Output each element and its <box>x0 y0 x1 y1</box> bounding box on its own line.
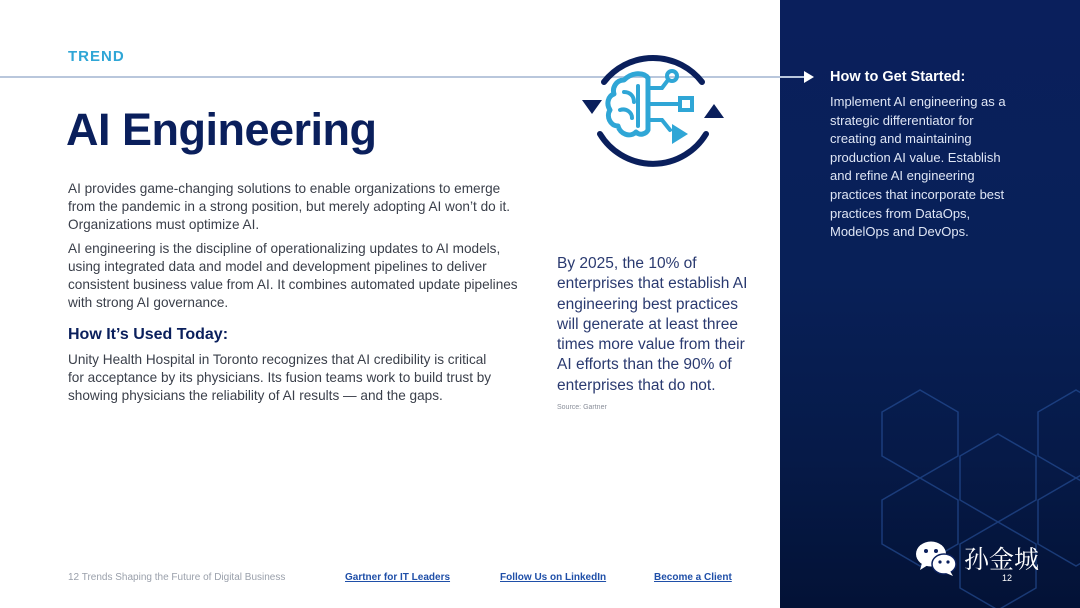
footer-link-gartner-it-leaders[interactable]: Gartner for IT Leaders <box>345 572 451 583</box>
watermark <box>914 538 1039 578</box>
intro-paragraph: AI engineering is the discipline of operationalizing updates to AI models, using integrated data and model and development pipelines to deliver consistent business value from AI. It combines automated update pipelines with strong AI governance. <box>68 241 518 310</box>
how-used-heading: How It’s Used Today: <box>68 326 229 343</box>
arrow-right-icon <box>804 71 814 83</box>
wechat-icon <box>914 538 958 578</box>
watermark-text: 孙金城 <box>964 545 1040 574</box>
brain-circuit-cycle-icon <box>576 42 730 176</box>
how-to-start-text: Implement AI engineering as a strategic differentiator for creating and maintaining production AI value. Establish and refine AI engineering practices that incorporate best practices from DataOps, ModelOps and DevOps. <box>830 94 1006 240</box>
hexagon-shape <box>1038 478 1080 566</box>
footer-link-become-client[interactable]: Become a Client <box>654 572 732 583</box>
trend-label: TREND <box>68 48 125 65</box>
intro-paragraph: AI provides game-changing solutions to enable organizations to emerge from the pandemic in a strong position, but merely adopting AI won’t do it. Organizations must optimize AI. <box>68 181 511 232</box>
page-title: AI Engineering <box>66 104 377 155</box>
how-to-start-heading: How to Get Started: <box>830 69 966 85</box>
hexagon-shape <box>882 390 958 478</box>
how-used-text: Unity Health Hospital in Toronto recognizes that AI credibility is critical for acceptance by its physicians. Its fusion teams work to build trust by showing physicians the reliability of AI results — and the gaps. <box>68 352 492 403</box>
page-number: 12 <box>1002 573 1013 583</box>
stat-source: Source: Gartner <box>557 404 607 411</box>
hexagon-shape <box>1038 390 1080 478</box>
hexagon-shape <box>960 434 1036 522</box>
stat-callout: By 2025, the 10% of enterprises that establish AI engineering best practices will generate at least three times more value from their AI efforts than the 90% of enterprises that do not. <box>557 255 748 394</box>
sidebar-panel <box>780 0 1080 608</box>
footer-link-linkedin[interactable]: Follow Us on LinkedIn <box>500 572 607 583</box>
footer-doc-title: 12 Trends Shaping the Future of Digital Business <box>68 572 286 583</box>
